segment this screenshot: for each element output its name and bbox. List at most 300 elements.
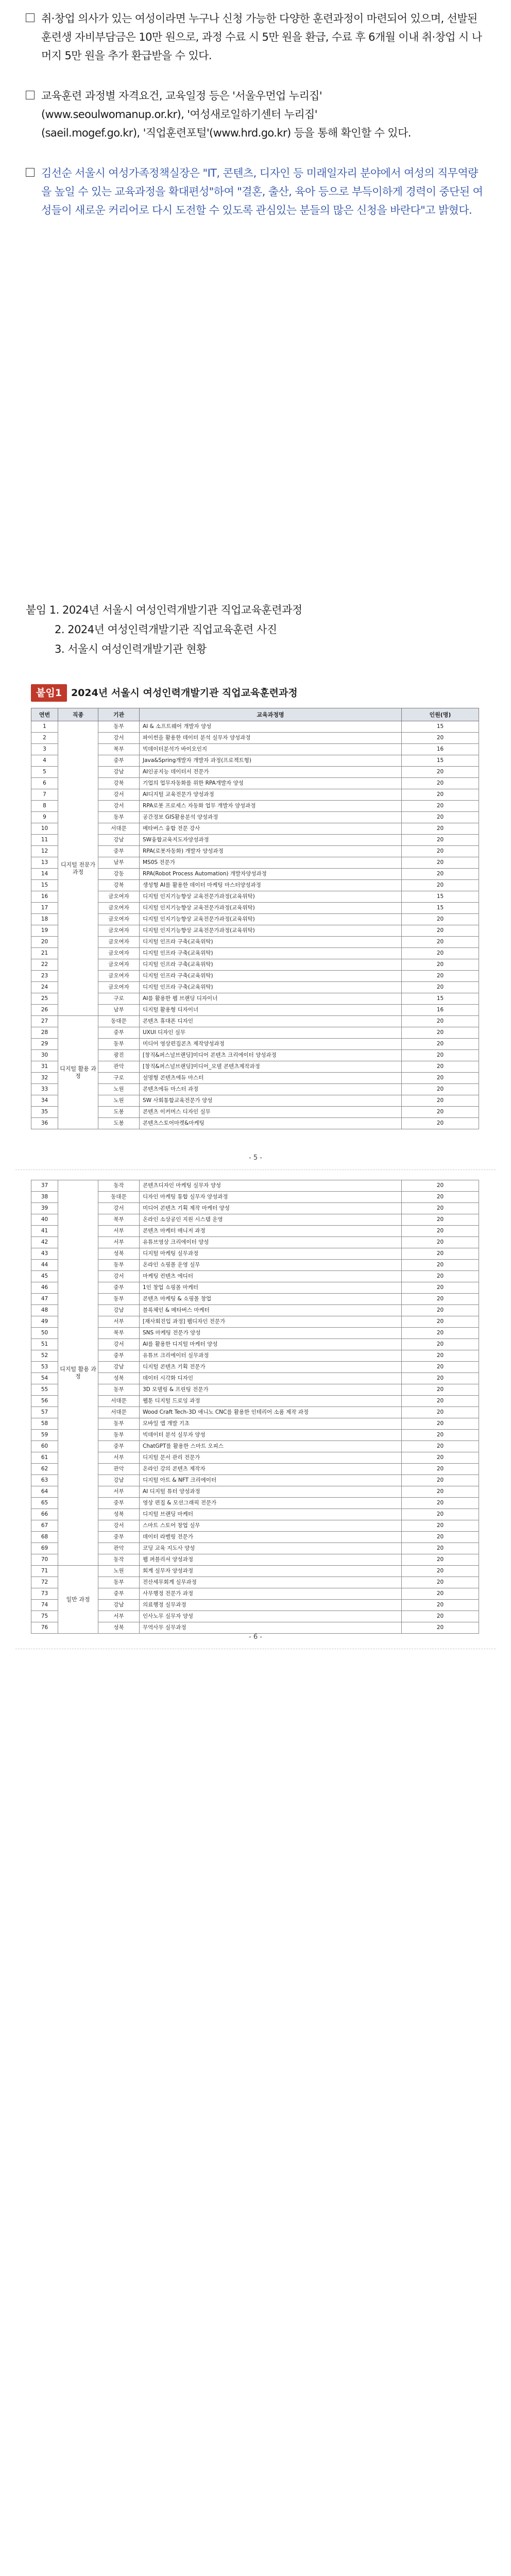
cell-no: 33 xyxy=(31,1084,58,1095)
table-row xyxy=(31,903,479,914)
cell-no: 52 xyxy=(31,1350,58,1362)
cell-capacity: 20 xyxy=(402,1107,479,1118)
cell-no: 75 xyxy=(31,1611,58,1622)
cell-capacity: 20 xyxy=(402,1407,479,1418)
cell-category: 디지털 전문가 과정 xyxy=(58,721,98,1016)
cell-capacity: 20 xyxy=(402,1050,479,1061)
cell-center: 관악 xyxy=(98,1543,140,1554)
table-row xyxy=(31,959,479,971)
cell-course: [창직&퍼스널브랜딩]미디어 콘텐츠 크리에이터 양성과정 xyxy=(140,1050,402,1061)
cell-capacity: 20 xyxy=(402,1430,479,1441)
cell-course: Wood Craft Tech-3D 애니노 CNC를 활용한 인테리어 소품 제작 과정 xyxy=(140,1407,402,1418)
cell-no: 17 xyxy=(31,903,58,914)
cell-no: 48 xyxy=(31,1305,58,1316)
table-row xyxy=(31,891,479,903)
cell-capacity: 20 xyxy=(402,1316,479,1328)
cell-capacity: 20 xyxy=(402,1039,479,1050)
table-row xyxy=(31,857,479,869)
cell-capacity: 20 xyxy=(402,1532,479,1543)
cell-capacity: 20 xyxy=(402,1588,479,1600)
cell-center: 북부 xyxy=(98,1328,140,1339)
cell-center: 동부 xyxy=(98,1418,140,1430)
table-row xyxy=(31,937,479,948)
cell-center: 구로 xyxy=(98,1073,140,1084)
cell-course: 디자인 마케팅 통합 실무자 양성과정 xyxy=(140,1192,402,1203)
cell-no: 69 xyxy=(31,1543,58,1554)
cell-no: 50 xyxy=(31,1328,58,1339)
table-row xyxy=(31,1118,479,1129)
table-row xyxy=(31,1192,479,1203)
cell-course: 디지털 인지기능향상 교육전문가과정(교육위탁) xyxy=(140,891,402,903)
table-row xyxy=(31,846,479,857)
cell-center: 노원 xyxy=(98,1095,140,1107)
cell-center: 동작 xyxy=(98,1180,140,1192)
cell-course: 메타버스 융합 전문 강사 xyxy=(140,823,402,835)
cell-capacity: 20 xyxy=(402,733,479,744)
cell-no: 39 xyxy=(31,1203,58,1214)
cell-center: 강북 xyxy=(98,778,140,789)
cell-course: UXUI 디자인 실무 xyxy=(140,1027,402,1039)
cell-center: 동작 xyxy=(98,1554,140,1566)
cell-center: 강서 xyxy=(98,1339,140,1350)
cell-capacity: 20 xyxy=(402,1611,479,1622)
cell-center: 강남 xyxy=(98,835,140,846)
cell-center: 강서 xyxy=(98,1520,140,1532)
cell-capacity: 15 xyxy=(402,755,479,767)
table-row xyxy=(31,1016,479,1027)
cell-capacity: 20 xyxy=(402,1350,479,1362)
cell-no: 13 xyxy=(31,857,58,869)
cell-course: 디지털 인프라 구축(교육위탁) xyxy=(140,959,402,971)
table-row xyxy=(31,971,479,982)
table-row xyxy=(31,869,479,880)
cell-capacity: 20 xyxy=(402,1305,479,1316)
cell-no: 68 xyxy=(31,1532,58,1543)
cell-center: 노원 xyxy=(98,1566,140,1577)
cell-capacity: 20 xyxy=(402,1396,479,1407)
cell-no: 2 xyxy=(31,733,58,744)
table-row xyxy=(31,1328,479,1339)
cell-course: 디지털 아트 & NFT 크리에이터 xyxy=(140,1475,402,1486)
cell-capacity: 20 xyxy=(402,857,479,869)
cell-center: 관악 xyxy=(98,1464,140,1475)
cell-course: 유튜브 크리에이터 실무과정 xyxy=(140,1350,402,1362)
cell-no: 34 xyxy=(31,1095,58,1107)
cell-center: 금오여자 xyxy=(98,982,140,993)
cell-center: 금오여자 xyxy=(98,891,140,903)
cell-capacity: 16 xyxy=(402,1005,479,1016)
table-row xyxy=(31,914,479,925)
cell-no: 72 xyxy=(31,1577,58,1588)
cell-center: 서부 xyxy=(98,1611,140,1622)
cell-center: 서부 xyxy=(98,1486,140,1498)
cell-no: 64 xyxy=(31,1486,58,1498)
cell-no: 16 xyxy=(31,891,58,903)
cell-center: 서대문 xyxy=(98,823,140,835)
cell-course: 디지털 문서 관리 전문가 xyxy=(140,1452,402,1464)
attachment-item: 3. 서울시 여성인력개발기관 현황 xyxy=(55,643,207,655)
cell-no: 10 xyxy=(31,823,58,835)
table-row xyxy=(31,767,479,778)
attachment-list xyxy=(26,600,302,659)
cell-course: [재사회진입 과정] 웹디자인 전문가 xyxy=(140,1316,402,1328)
intro-section xyxy=(26,9,484,219)
cell-capacity: 20 xyxy=(402,1475,479,1486)
cell-center: 중부 xyxy=(98,1350,140,1362)
cell-center: 금오여자 xyxy=(98,959,140,971)
cell-no: 51 xyxy=(31,1339,58,1350)
cell-course: 디지털 활용형 디자이너 xyxy=(140,1005,402,1016)
info-line-b: (www.seoulwomanup.or.kr), '여성새로일하기센터 누리집' xyxy=(41,108,317,121)
cell-course: 콘텐츠 마케팅 & 쇼핑몰 창업 xyxy=(140,1294,402,1305)
cell-course: 사무행정 전문가 과정 xyxy=(140,1588,402,1600)
cell-no: 6 xyxy=(31,778,58,789)
cell-capacity: 20 xyxy=(402,948,479,959)
cell-center: 서부 xyxy=(98,1452,140,1464)
checkbox-square-icon xyxy=(26,91,35,99)
cell-center: 북부 xyxy=(98,744,140,755)
cell-capacity: 20 xyxy=(402,1248,479,1260)
table-row xyxy=(31,823,479,835)
table-row xyxy=(31,1362,479,1373)
cell-no: 28 xyxy=(31,1027,58,1039)
table-row xyxy=(31,721,479,733)
cell-center: 동대문 xyxy=(98,1016,140,1027)
cell-center: 강남 xyxy=(98,1600,140,1611)
cell-no: 67 xyxy=(31,1520,58,1532)
cell-center: 성북 xyxy=(98,1248,140,1260)
cell-course: 무역사무 실무과정 xyxy=(140,1622,402,1634)
table-row xyxy=(31,1180,479,1192)
paragraph-refund: 취·창업 의사가 있는 여성이라면 누구나 신청 가능한 다양한 훈련과정이 마련되어 있으며, 선발된 훈련생 자비부담금은 10만 원으로, 과정 수료 시 5만 원을 환급, 수료 후 6개월 이내 취·창업 시 나머지 5만 원을 추가 환급받을 수 있다. xyxy=(26,9,484,65)
cell-course: 미디어 콘텐츠 기획 제작 마케터 양성 xyxy=(140,1203,402,1214)
cell-center: 금오여자 xyxy=(98,948,140,959)
table-row xyxy=(31,1203,479,1214)
table-row xyxy=(31,812,479,823)
cell-no: 22 xyxy=(31,959,58,971)
cell-course: RPA(Robot Process Automation) 개발자양성과정 xyxy=(140,869,402,880)
cell-no: 60 xyxy=(31,1441,58,1452)
cell-capacity: 20 xyxy=(402,1554,479,1566)
cell-course: 온라인 소상공인 지원 시스템 운영 xyxy=(140,1214,402,1226)
cell-center: 남부 xyxy=(98,857,140,869)
page-number: - 6 - xyxy=(249,1633,262,1641)
cell-center: 강서 xyxy=(98,1271,140,1282)
cell-capacity: 20 xyxy=(402,937,479,948)
cell-capacity: 20 xyxy=(402,1520,479,1532)
cell-no: 61 xyxy=(31,1452,58,1464)
cell-capacity: 20 xyxy=(402,982,479,993)
cell-center: 성북 xyxy=(98,1373,140,1384)
cell-no: 31 xyxy=(31,1061,58,1073)
paragraph-quote: 김선순 서울시 여성가족정책실장은 "IT, 콘텐츠, 디자인 등 미래일자리 분야에서 여성의 직무역량을 높일 수 있는 교육과정을 확대편성"하여 "결혼, 출산, 육아 등으로 부득이하게 경력이 중단된 여성들이 새로운 커리어로 다시 도전할 수 있도록 관심있는 분들의 많은 신청을 바란다"고 밝혔다. xyxy=(26,164,484,219)
cell-course: SW 사회통합교육전문가 양성 xyxy=(140,1095,402,1107)
cell-course: 회계 실무자 양성과정 xyxy=(140,1566,402,1577)
cell-no: 8 xyxy=(31,801,58,812)
cell-category: 디지털 활용 과정 xyxy=(58,1180,98,1566)
cell-no: 18 xyxy=(31,914,58,925)
cell-course: 콘텐츠에듀 마스터 과정 xyxy=(140,1084,402,1095)
cell-capacity: 20 xyxy=(402,869,479,880)
course-table-part-2 xyxy=(31,1180,479,1634)
cell-course: 데이터 시각화 디자인 xyxy=(140,1373,402,1384)
cell-no: 26 xyxy=(31,1005,58,1016)
cell-no: 11 xyxy=(31,835,58,846)
cell-no: 40 xyxy=(31,1214,58,1226)
table-row xyxy=(31,1073,479,1084)
table-row xyxy=(31,1039,479,1050)
cell-category: 디지털 활용 과정 xyxy=(58,1016,98,1129)
cell-no: 7 xyxy=(31,789,58,801)
cell-center: 강서 xyxy=(98,733,140,744)
cell-capacity: 20 xyxy=(402,1339,479,1350)
cell-course: AI & 소프트웨어 개발자 양성 xyxy=(140,721,402,733)
cell-center: 중부 xyxy=(98,1532,140,1543)
cell-center: 광진 xyxy=(98,1050,140,1061)
cell-course: 디지털 인프라 구축(교육위탁) xyxy=(140,948,402,959)
table-row xyxy=(31,1566,479,1577)
cell-center: 성북 xyxy=(98,1509,140,1520)
cell-course: RPA(로봇자동화) 개발자 양성과정 xyxy=(140,846,402,857)
table-row xyxy=(31,1600,479,1611)
cell-no: 21 xyxy=(31,948,58,959)
cell-course: 모바일 앱 개발 기초 xyxy=(140,1418,402,1430)
attachment-item: 붙임 1. 2024년 서울시 여성인력개발기관 직업교육훈련과정 xyxy=(26,604,302,616)
cell-center: 동부 xyxy=(98,1430,140,1441)
cell-no: 70 xyxy=(31,1554,58,1566)
cell-no: 59 xyxy=(31,1430,58,1441)
cell-no: 41 xyxy=(31,1226,58,1237)
cell-capacity: 20 xyxy=(402,1464,479,1475)
table-row xyxy=(31,1084,479,1095)
cell-center: 강서 xyxy=(98,789,140,801)
cell-no: 24 xyxy=(31,982,58,993)
table-row xyxy=(31,1498,479,1509)
cell-capacity: 20 xyxy=(402,1328,479,1339)
cell-center: 남부 xyxy=(98,1005,140,1016)
table-row xyxy=(31,1622,479,1634)
cell-no: 15 xyxy=(31,880,58,891)
cell-course: 디지털 인프라 구축(교육위탁) xyxy=(140,971,402,982)
cell-capacity: 20 xyxy=(402,1452,479,1464)
cell-capacity: 20 xyxy=(402,835,479,846)
table-row xyxy=(31,835,479,846)
cell-capacity: 20 xyxy=(402,1566,479,1577)
cell-course: RPA로봇 프로세스 자동화 업무 개발자 양성과정 xyxy=(140,801,402,812)
cell-center: 중부 xyxy=(98,1588,140,1600)
table-row xyxy=(31,1543,479,1554)
cell-center: 구로 xyxy=(98,993,140,1005)
cell-center: 동부 xyxy=(98,1260,140,1271)
cell-capacity: 20 xyxy=(402,1543,479,1554)
cell-capacity: 20 xyxy=(402,1095,479,1107)
table-row xyxy=(31,1509,479,1520)
table-row xyxy=(31,1305,479,1316)
cell-no: 5 xyxy=(31,767,58,778)
cell-no: 14 xyxy=(31,869,58,880)
cell-course: 디지털 콘텐츠 기획 전문가 xyxy=(140,1362,402,1373)
cell-no: 29 xyxy=(31,1039,58,1050)
cell-course: 1인 창업 쇼핑몰 마케터 xyxy=(140,1282,402,1294)
course-table-part-1 xyxy=(31,708,479,1129)
cell-capacity: 20 xyxy=(402,1441,479,1452)
page-number: - 5 - xyxy=(249,1154,262,1162)
cell-capacity: 20 xyxy=(402,1622,479,1634)
cell-course: 콘텐츠스토어마켓&마케팅 xyxy=(140,1118,402,1129)
table-row xyxy=(31,1294,479,1305)
cell-center: 금오여자 xyxy=(98,925,140,937)
cell-center: 서부 xyxy=(98,1316,140,1328)
cell-center: 중부 xyxy=(98,1441,140,1452)
table-row xyxy=(31,1350,479,1362)
cell-center: 동부 xyxy=(98,812,140,823)
cell-capacity: 20 xyxy=(402,823,479,835)
cell-course: 생성형 AI를 활용한 데이터 마케팅 마스터양성과정 xyxy=(140,880,402,891)
table-row xyxy=(31,1282,479,1294)
cell-center: 동부 xyxy=(98,721,140,733)
cell-center: 강남 xyxy=(98,1475,140,1486)
cell-capacity: 20 xyxy=(402,801,479,812)
cell-capacity: 20 xyxy=(402,1192,479,1203)
cell-center: 노원 xyxy=(98,1084,140,1095)
cell-course: 빅데이터 분석 실무자 양성 xyxy=(140,1430,402,1441)
cell-course: SNS 마케팅 전문가 양성 xyxy=(140,1328,402,1339)
cell-course: 영상 편집 & 모션그래픽 전문가 xyxy=(140,1498,402,1509)
table-row xyxy=(31,1475,479,1486)
cell-course: 웹 퍼블리셔 양성과정 xyxy=(140,1554,402,1566)
table-row xyxy=(31,925,479,937)
table-row xyxy=(31,993,479,1005)
cell-course: SW융합교육지도자양성과정 xyxy=(140,835,402,846)
table-row xyxy=(31,1050,479,1061)
cell-course: 디지털 브랜딩 마케터 xyxy=(140,1509,402,1520)
cell-capacity: 20 xyxy=(402,1373,479,1384)
cell-no: 65 xyxy=(31,1498,58,1509)
cell-capacity: 20 xyxy=(402,925,479,937)
cell-course: 디지털 마케팅 실무과정 xyxy=(140,1248,402,1260)
attachment-item: 2. 2024년 여성인력개발기관 직업교육훈련 사진 xyxy=(55,623,277,636)
cell-course: [창직&퍼스널브랜딩]미디어_모델 콘텐츠제작과정 xyxy=(140,1061,402,1073)
cell-no: 76 xyxy=(31,1622,58,1634)
paragraph-info-sites xyxy=(26,87,484,142)
table-row xyxy=(31,1464,479,1475)
table-row xyxy=(31,1271,479,1282)
cell-center: 서대문 xyxy=(98,1396,140,1407)
cell-no: 36 xyxy=(31,1118,58,1129)
table-row xyxy=(31,1260,479,1271)
cell-course: 파이썬을 활용한 데이터 분석 실무자 양성과정 xyxy=(140,733,402,744)
cell-center: 관악 xyxy=(98,1061,140,1073)
cell-capacity: 20 xyxy=(402,778,479,789)
info-line-c: (saeil.mogef.go.kr), '직업훈련포털'(www.hrd.go.kr) 등을 통해 확인할 수 있다. xyxy=(41,127,411,139)
cell-no: 55 xyxy=(31,1384,58,1396)
cell-capacity: 20 xyxy=(402,1294,479,1305)
table-row xyxy=(31,1452,479,1464)
cell-course: 스마트 스토어 창업 실무 xyxy=(140,1520,402,1532)
table-row xyxy=(31,1107,479,1118)
cell-course: 마케팅 컨텐츠 에디터 xyxy=(140,1271,402,1282)
cell-no: 53 xyxy=(31,1362,58,1373)
header-category: 직종 xyxy=(58,708,98,721)
cell-course: AI디지털 교육전문가 양성과정 xyxy=(140,789,402,801)
table-row xyxy=(31,1407,479,1418)
cell-course: Java&Spring개발자 개발자 과정(프로젝트형) xyxy=(140,755,402,767)
table-row xyxy=(31,1248,479,1260)
cell-no: 73 xyxy=(31,1588,58,1600)
cell-course: 데이터 라벨링 전문가 xyxy=(140,1532,402,1543)
cell-capacity: 20 xyxy=(402,1509,479,1520)
cell-capacity: 20 xyxy=(402,1061,479,1073)
cell-center: 강북 xyxy=(98,880,140,891)
cell-no: 4 xyxy=(31,755,58,767)
cell-capacity: 20 xyxy=(402,1498,479,1509)
cell-capacity: 20 xyxy=(402,1282,479,1294)
cell-capacity: 20 xyxy=(402,1362,479,1373)
table-row xyxy=(31,1532,479,1543)
table-row xyxy=(31,1441,479,1452)
cell-capacity: 20 xyxy=(402,1271,479,1282)
table-title xyxy=(31,684,298,702)
cell-capacity: 20 xyxy=(402,1237,479,1248)
cell-center: 동부 xyxy=(98,1384,140,1396)
table-row xyxy=(31,1611,479,1622)
cell-center: 동대문 xyxy=(98,1192,140,1203)
cell-course: 공간정보 GIS활용분석 양성과정 xyxy=(140,812,402,823)
cell-center: 강남 xyxy=(98,767,140,778)
header-no: 연번 xyxy=(31,708,58,721)
cell-center: 중부 xyxy=(98,846,140,857)
cell-no: 54 xyxy=(31,1373,58,1384)
cell-no: 35 xyxy=(31,1107,58,1118)
cell-course: 코딩 교육 지도사 양성 xyxy=(140,1543,402,1554)
cell-no: 56 xyxy=(31,1396,58,1407)
cell-course: 디지털 인지기능향상 교육전문가과정(교육위탁) xyxy=(140,914,402,925)
cell-capacity: 20 xyxy=(402,959,479,971)
table-row xyxy=(31,1396,479,1407)
cell-capacity: 20 xyxy=(402,1203,479,1214)
cell-course: 콘텐츠디자인 마케팅 실무자 양성 xyxy=(140,1180,402,1192)
table-header-row xyxy=(31,708,479,721)
cell-no: 23 xyxy=(31,971,58,982)
checkbox-square-icon xyxy=(26,13,35,22)
info-line-a: 교육훈련 과정별 자격요건, 교육일정 등은 '서울우먼업 누리집' xyxy=(41,90,322,102)
table-title-text: 2024년 서울시 여성인력개발기관 직업교육훈련과정 xyxy=(71,687,298,699)
cell-course: 기업의 업무자동화를 위한 RPA개발자 양성 xyxy=(140,778,402,789)
cell-center: 도봉 xyxy=(98,1118,140,1129)
cell-capacity: 20 xyxy=(402,1577,479,1588)
cell-course: ChatGPT를 활용한 스마트 오피스 xyxy=(140,1441,402,1452)
cell-course: 빅데이터분석가 바이오인지 xyxy=(140,744,402,755)
cell-center: 중부 xyxy=(98,1498,140,1509)
table-row xyxy=(31,1588,479,1600)
cell-no: 30 xyxy=(31,1050,58,1061)
cell-center: 금오여자 xyxy=(98,971,140,982)
cell-no: 58 xyxy=(31,1418,58,1430)
header-course: 교육과정명 xyxy=(140,708,402,721)
table-row xyxy=(31,948,479,959)
table-row xyxy=(31,755,479,767)
cell-course: 미디어 영상편집콘츠 제작양성과정 xyxy=(140,1039,402,1050)
cell-course: AI를 활용한 디지털 마케터 양성 xyxy=(140,1339,402,1350)
cell-center: 서부 xyxy=(98,1226,140,1237)
cell-capacity: 20 xyxy=(402,971,479,982)
cell-course: 디지털 인지기능향상 교육전문가과정(교육위탁) xyxy=(140,903,402,914)
cell-category: 일반 과정 xyxy=(58,1566,98,1634)
cell-course: 디지털 인프라 구축(교육위탁) xyxy=(140,937,402,948)
cell-capacity: 16 xyxy=(402,744,479,755)
cell-course: 의료행정 실무과정 xyxy=(140,1600,402,1611)
cell-center: 강동 xyxy=(98,869,140,880)
